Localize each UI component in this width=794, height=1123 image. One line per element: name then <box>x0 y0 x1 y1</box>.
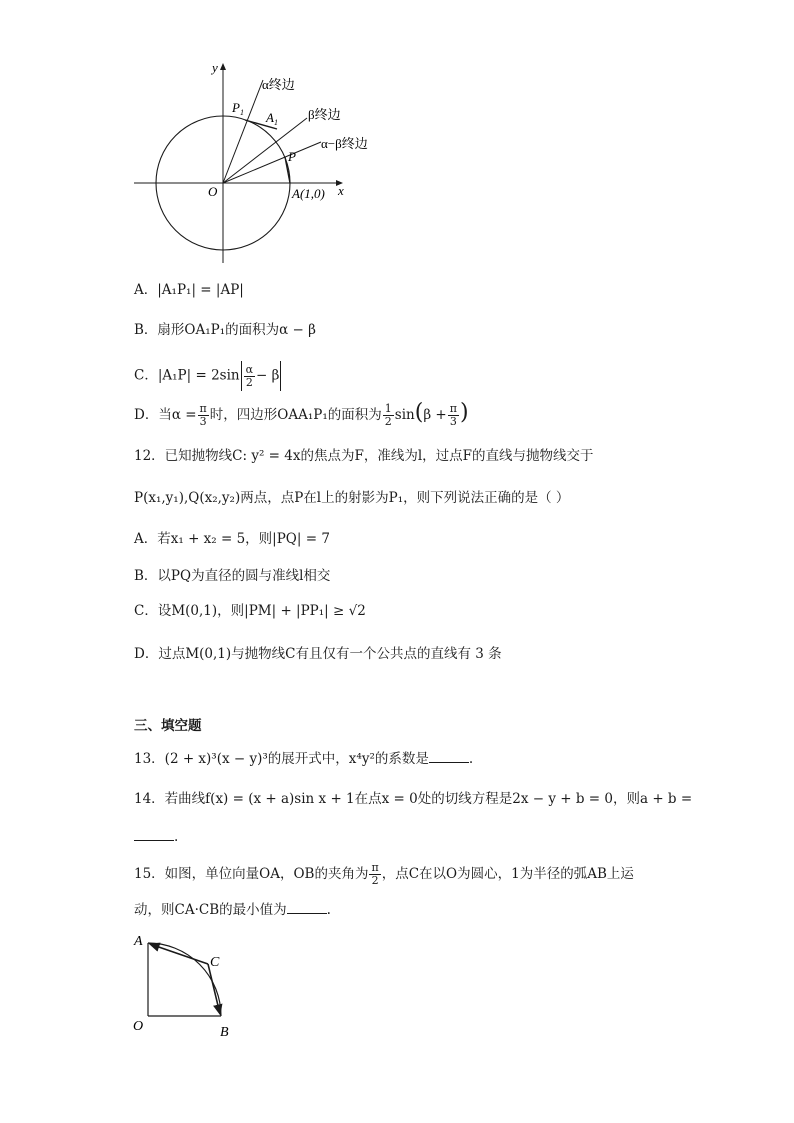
p-label: P <box>288 149 296 164</box>
q15-line1: 15．如图，单位向量OA，OB的夹角为 $\frac{\pi}{2}$ ，点C在以O为圆心，1为半径的弧AB上运 <box>134 861 634 887</box>
q12-stem-line1: 12．已知抛物线C: y² = 4x的焦点为F，准线为l，过点F的直线与抛物线交于 <box>134 448 594 464</box>
q15-line2: 动，则CA·CB的最小值为 . <box>134 899 331 920</box>
q12-stem-line2: P(x₁,y₁),Q(x₂,y₂)两点，点P在l上的射影为P₁，则下列说法正确的是（ ） <box>134 490 570 506</box>
vector-ca <box>150 944 208 964</box>
q12-option-c: C．设M(0,1)，则|PM| + |PP₁| ≥ √2 <box>134 603 366 619</box>
q14-answer-blank[interactable] <box>134 826 174 841</box>
q11-option-c: C．|A₁P| = 2sin $\frac{\alpha}{2}$ − β <box>134 361 282 391</box>
q14-answer: . <box>134 826 178 847</box>
q12-option-a: A．若x₁ + x₂ = 5，则|PQ| = 7 <box>134 531 330 547</box>
x-axis-label: x <box>338 183 344 198</box>
point-b-label: B <box>220 1025 229 1040</box>
q15-answer-blank[interactable] <box>287 899 327 914</box>
q11-option-d: D．当α = $\frac{\pi}{3}$ 时，四边形OAA₁P₁的面积为 $\frac{1}{2}$ sin(β + $\frac{\pi}{3}$ ) <box>134 400 469 428</box>
unit-circle-figure <box>126 58 386 268</box>
q13-text: 13．(2 + x)³(x − y)³的展开式中，x⁴y²的系数是 . <box>134 748 473 769</box>
point-o-label: O <box>133 1019 144 1034</box>
point-c-label: C <box>210 955 220 970</box>
q13-answer-blank[interactable] <box>429 748 469 763</box>
y-axis-label: y <box>212 60 218 75</box>
point-a-label: A <box>134 934 143 949</box>
beta-edge-label: β终边 <box>308 107 341 122</box>
section-title-fill-in: 三、填空题 <box>134 718 202 734</box>
q11-option-a: A．|A₁P₁| = |AP| <box>134 282 244 298</box>
q12-option-b: B．以PQ为直径的圆与准线l相交 <box>134 568 331 584</box>
q12-option-d: D．过点M(0,1)与抛物线C有且仅有一个公共点的直线有 3 条 <box>134 646 502 662</box>
arc-ab <box>148 943 221 1016</box>
origin-label: O <box>208 184 218 199</box>
q14-text: 14．若曲线f(x) = (x + a)sin x + 1在点x = 0处的切线方程是2x − y + b = 0，则a + b = <box>134 791 693 807</box>
a-point-label: A(1,0) <box>292 186 325 201</box>
alpha-minus-beta-terminal-side <box>223 142 321 183</box>
q11-option-b: B．扇形OA₁P₁的面积为α − β <box>134 322 316 338</box>
a1-label: $A_1$ <box>266 110 278 127</box>
vector-cb <box>208 964 220 1014</box>
alpha-minus-beta-edge-label: α−β终边 <box>321 136 368 151</box>
p1-label: $P_1$ <box>232 100 244 117</box>
quarter-arc-figure <box>128 930 248 1042</box>
alpha-edge-label: α终边 <box>262 77 295 92</box>
